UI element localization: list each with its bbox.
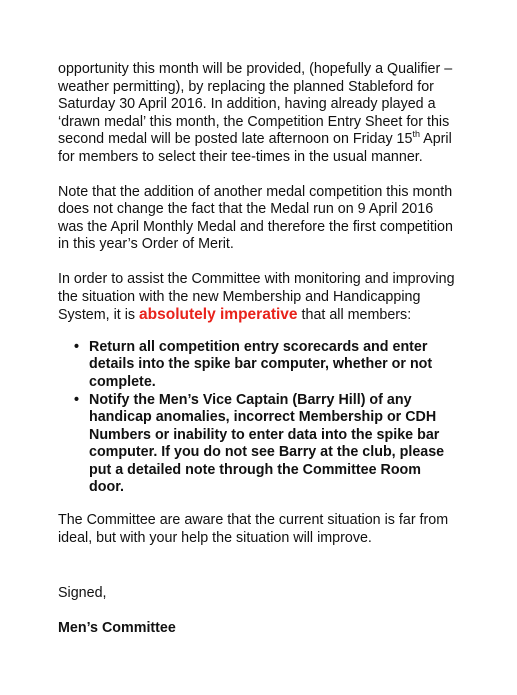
paragraph-committee-request bbox=[58, 271, 458, 325]
text-line: System, it is bbox=[58, 307, 140, 324]
bullet-icon: • bbox=[74, 338, 80, 355]
ordinal-suffix: th bbox=[412, 129, 420, 140]
signed-label: Signed, bbox=[58, 585, 107, 602]
paragraph-closing bbox=[58, 512, 458, 547]
text-line: April bbox=[419, 131, 452, 148]
text-line: In order to assist the Committee with monitoring and improving bbox=[58, 270, 455, 287]
paragraph-order-of-merit bbox=[58, 184, 458, 254]
text-line: ideal, but with your help the situation will improve. bbox=[58, 529, 372, 546]
list-item-text: Notify the Men’s Vice Captain (Barry Hill) of any handicap anomalies, incorrect Membership or CDH Numbers or inability to enter data into the spike bar computer. If you do not see Barry at the club, please put a detailed note through the Committee Room door. bbox=[89, 391, 445, 496]
text-line: does not change the fact that the Medal run on 9 April 2016 bbox=[58, 201, 434, 218]
list-item bbox=[74, 392, 458, 498]
list-item-text: Return all competition entry scorecards and enter details into the spike bar computer, whether or not complete. bbox=[89, 338, 433, 390]
text-line: that all members: bbox=[297, 307, 412, 324]
text-line: the situation with the new Membership and Handicapping bbox=[58, 288, 421, 305]
text-line: The Committee are aware that the current situation is far from bbox=[58, 512, 449, 529]
text-line: Saturday 30 April 2016. In addition, having already played a bbox=[58, 96, 436, 113]
letter-body bbox=[58, 61, 458, 637]
text-line: second medal will be posted late afternoon on Friday 15 bbox=[58, 131, 413, 148]
text-line: weather permitting), by replacing the planned Stableford for bbox=[58, 78, 434, 95]
list-item bbox=[74, 339, 458, 392]
emphasis-text: absolutely imperative bbox=[139, 306, 298, 324]
text-line: for members to select their tee-times in the usual manner. bbox=[58, 148, 423, 165]
text-line: in this year’s Order of Merit. bbox=[58, 236, 234, 253]
text-line: ‘drawn medal’ this month, the Competition Entry Sheet for this bbox=[58, 113, 450, 130]
signatory: Men’s Committee bbox=[58, 619, 176, 636]
bullet-icon: • bbox=[74, 391, 80, 408]
text-line: opportunity this month will be provided, (hopefully a Qualifier – bbox=[58, 61, 453, 77]
text-line: Note that the addition of another medal competition this month bbox=[58, 183, 453, 200]
text-line: was the April Monthly Medal and therefore the first competition bbox=[58, 218, 453, 235]
member-requirements-list bbox=[58, 339, 458, 497]
paragraph-medal-announcement bbox=[58, 61, 458, 167]
